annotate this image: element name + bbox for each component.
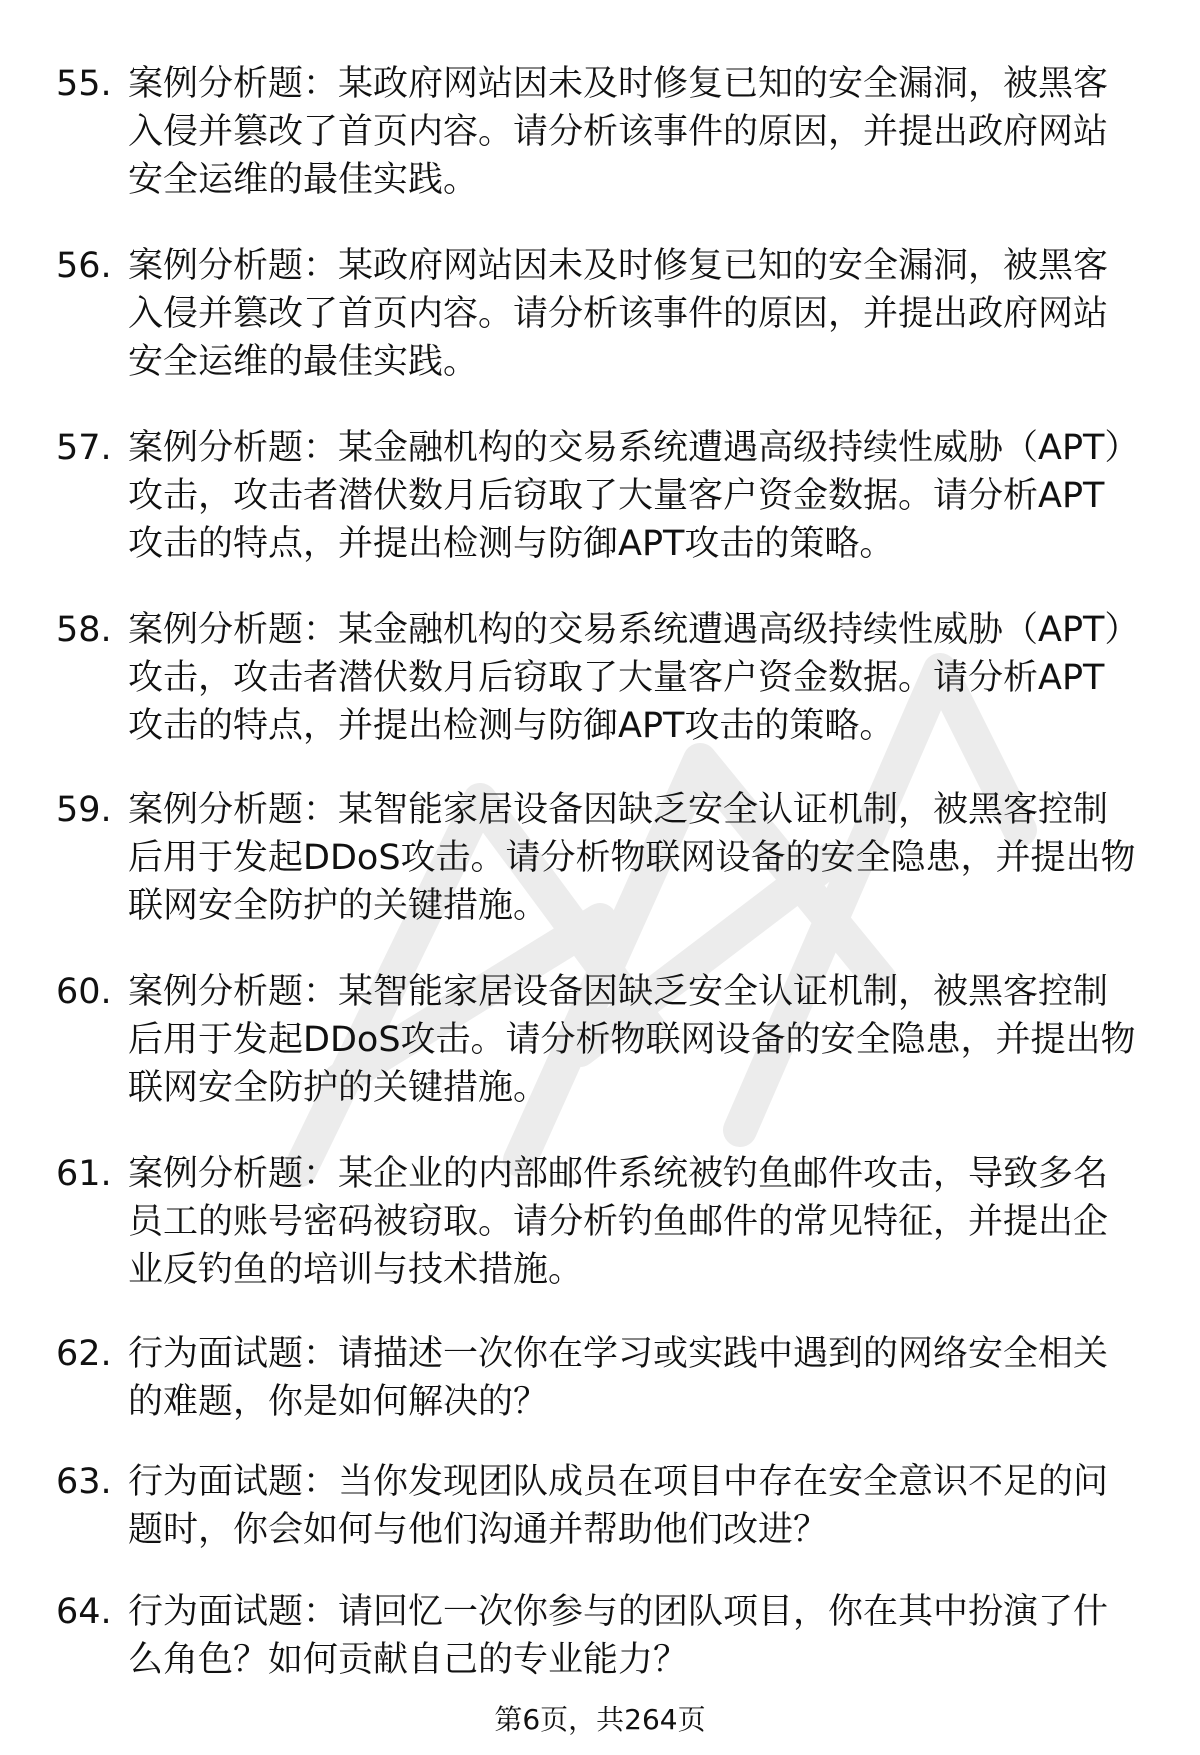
question-text: 案例分析题：某金融机构的交易系统遭遇高级持续性威胁（APT）攻击，攻击者潜伏数月后窃取了大量客户资金数据。请分析APT攻击的特点，并提出检测与防御APT攻击的策略。 (128, 428, 1122, 564)
question-text: 行为面试题：当你发现团队成员在项目中存在安全意识不足的问题时，你会如何与他们沟通并帮助他们改进？ (128, 1462, 1109, 1550)
question-number: 63. (56, 1462, 112, 1502)
question-number: 61. (56, 1154, 112, 1194)
question-text: 案例分析题：某金融机构的交易系统遭遇高级持续性威胁（APT）攻击，攻击者潜伏数月后窃取了大量客户资金数据。请分析APT攻击的特点，并提出检测与防御APT攻击的策略。 (128, 610, 1122, 746)
question-number: 58. (56, 610, 112, 650)
question-number: 62. (56, 1334, 112, 1374)
question-text: 案例分析题：某智能家居设备因缺乏安全认证机制，被黑客控制后用于发起DDoS攻击。请分析物联网设备的安全隐患，并提出物联网安全防护的关键措施。 (128, 972, 1136, 1108)
question-number: 64. (56, 1592, 112, 1632)
question-number: 55. (56, 64, 112, 104)
question-text: 行为面试题：请描述一次你在学习或实践中遇到的网络安全相关的难题，你是如何解决的？ (128, 1334, 1109, 1422)
question-text: 案例分析题：某智能家居设备因缺乏安全认证机制，被黑客控制后用于发起DDoS攻击。请分析物联网设备的安全隐患，并提出物联网安全防护的关键措施。 (128, 790, 1136, 926)
question-text: 行为面试题：请回忆一次你参与的团队项目，你在其中扮演了什么角色？如何贡献自己的专业能力？ (128, 1592, 1109, 1680)
question-text: 案例分析题：某政府网站因未及时修复已知的安全漏洞，被黑客入侵并篡改了首页内容。请分析该事件的原因，并提出政府网站安全运维的最佳实践。 (128, 246, 1109, 382)
page-footer: 第6页，共264页 (494, 1703, 706, 1736)
question-number: 56. (56, 246, 112, 286)
question-number: 59. (56, 790, 112, 830)
question-number: 60. (56, 972, 112, 1012)
question-number: 57. (56, 428, 112, 468)
question-text: 案例分析题：某政府网站因未及时修复已知的安全漏洞，被黑客入侵并篡改了首页内容。请分析该事件的原因，并提出政府网站安全运维的最佳实践。 (128, 64, 1109, 200)
question-text: 案例分析题：某企业的内部邮件系统被钓鱼邮件攻击，导致多名员工的账号密码被窃取。请分析钓鱼邮件的常见特征，并提出企业反钓鱼的培训与技术措施。 (128, 1154, 1109, 1290)
